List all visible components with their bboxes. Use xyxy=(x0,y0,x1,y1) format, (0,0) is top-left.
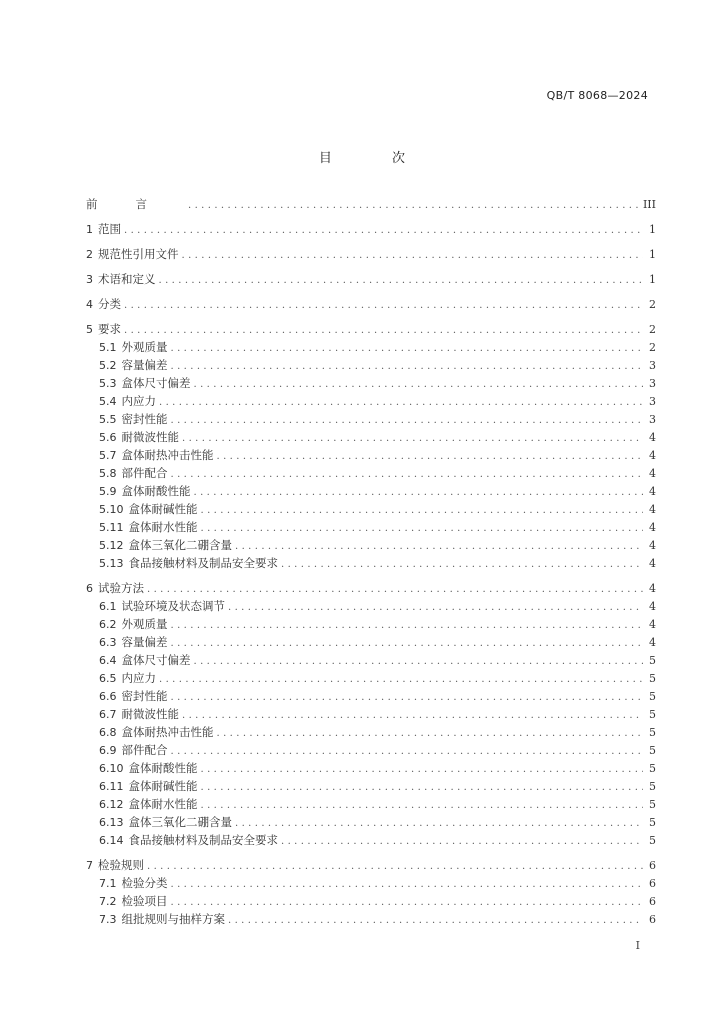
toc-entry[interactable] xyxy=(86,831,656,849)
toc-entry-number: 6.7 xyxy=(99,708,117,721)
toc-entry-label: 部件配合 xyxy=(121,743,168,757)
toc-entry-number: 5.11 xyxy=(99,521,124,534)
dot-leader xyxy=(235,538,643,556)
toc-entry-page: 5 xyxy=(649,726,656,739)
dot-leader xyxy=(281,556,643,574)
dot-leader xyxy=(171,466,644,484)
toc-entry-label: 要求 xyxy=(98,322,121,336)
toc-entry-label: 规范性引用文件 xyxy=(98,247,179,261)
toc-entry-label: 盒体尺寸偏差 xyxy=(121,376,191,390)
dot-leader xyxy=(182,430,643,448)
toc-entry-label: 盒体耐碱性能 xyxy=(128,502,198,516)
toc-entry-label: 盒体三氧化二硼含量 xyxy=(128,538,232,552)
toc-entry-label: 盒体三氧化二硼含量 xyxy=(128,815,232,829)
toc-entry-page: 3 xyxy=(649,413,656,426)
dot-leader xyxy=(194,484,644,502)
toc-entry-label: 耐微波性能 xyxy=(121,430,179,444)
toc-entry[interactable] xyxy=(86,597,656,615)
toc-entry-number: 2 xyxy=(86,248,93,261)
toc-entry-label: 容量偏差 xyxy=(121,635,168,649)
toc-entry[interactable] xyxy=(86,759,656,777)
toc-entry[interactable] xyxy=(86,741,656,759)
toc-title: 目 次 xyxy=(318,151,434,166)
toc-entry-page: 5 xyxy=(649,672,656,685)
dot-leader xyxy=(194,376,644,394)
toc-entry-page: 2 xyxy=(649,341,656,354)
toc-entry-number: 7.1 xyxy=(99,877,117,890)
toc-entry[interactable] xyxy=(86,813,656,831)
toc-entry[interactable] xyxy=(86,410,656,428)
toc-entry-number: 6.2 xyxy=(99,618,117,631)
toc-entry-page: 6 xyxy=(649,859,656,872)
toc-entry-number: 5.2 xyxy=(99,359,117,372)
toc-entry-number: 7.2 xyxy=(99,895,117,908)
toc-entry-number: 3 xyxy=(86,273,93,286)
toc-entry[interactable] xyxy=(86,705,656,723)
dot-leader xyxy=(171,617,644,635)
toc-entry[interactable] xyxy=(86,536,656,554)
dot-leader xyxy=(201,797,644,815)
toc-entry-number: 6.1 xyxy=(99,600,117,613)
toc-entry-number: 5.10 xyxy=(99,503,124,516)
toc-entry-number: 5 xyxy=(86,323,93,336)
toc-entry-number: 5.13 xyxy=(99,557,124,570)
toc-entry-page: 5 xyxy=(649,834,656,847)
dot-leader xyxy=(171,876,644,894)
toc-entry[interactable] xyxy=(86,874,656,892)
toc-entry-label: 盒体耐酸性能 xyxy=(121,484,191,498)
toc-entry-page: 1 xyxy=(649,248,656,261)
dot-leader xyxy=(182,247,644,265)
toc-entry-page: 1 xyxy=(649,273,656,286)
toc-entry-label: 盒体耐水性能 xyxy=(128,797,198,811)
toc-entry-number: 4 xyxy=(86,298,93,311)
toc-entry[interactable] xyxy=(86,374,656,392)
toc-entry-page: 4 xyxy=(649,539,656,552)
toc-entry[interactable] xyxy=(86,320,656,338)
toc-entry-label: 检验规则 xyxy=(98,858,144,872)
dot-leader xyxy=(201,520,644,538)
toc-entry-number: 5.7 xyxy=(99,449,117,462)
toc-entry-page: 2 xyxy=(649,323,656,336)
toc-entry[interactable] xyxy=(86,356,656,374)
toc-entry-label: 术语和定义 xyxy=(98,272,156,286)
toc-entry[interactable] xyxy=(86,428,656,446)
dot-leader xyxy=(201,761,644,779)
toc-entry[interactable] xyxy=(86,723,656,741)
toc-entry-number: 6.11 xyxy=(99,780,124,793)
dot-leader xyxy=(159,671,643,689)
toc-entry-number: 6.14 xyxy=(99,834,124,847)
toc-entry-label: 密封性能 xyxy=(121,412,168,426)
toc-entry-page: 5 xyxy=(649,708,656,721)
toc-entry-number: 6.3 xyxy=(99,636,117,649)
dot-leader xyxy=(124,322,643,340)
toc-entry-page: 5 xyxy=(649,780,656,793)
dot-leader xyxy=(171,743,644,761)
toc-entry-number: 6.5 xyxy=(99,672,117,685)
dot-leader xyxy=(171,635,644,653)
toc-entry-number: 5.1 xyxy=(99,341,117,354)
toc-entry[interactable] xyxy=(86,295,656,313)
dot-leader xyxy=(228,599,643,617)
toc-entry-page: 1 xyxy=(649,223,656,236)
toc-entry[interactable] xyxy=(86,615,656,633)
dot-leader xyxy=(182,707,643,725)
toc-entry[interactable] xyxy=(86,392,656,410)
toc-entry-number: 6.4 xyxy=(99,654,117,667)
toc-entry-label: 内应力 xyxy=(121,394,156,408)
toc-entry-page: 2 xyxy=(649,298,656,311)
toc-entry-number: 6.6 xyxy=(99,690,117,703)
toc-entry-label: 检验项目 xyxy=(121,894,168,908)
toc-entry[interactable] xyxy=(86,270,656,288)
page-number: I xyxy=(635,939,640,952)
dot-leader xyxy=(124,222,643,240)
toc-entry[interactable] xyxy=(86,220,656,238)
toc-entry-page: 5 xyxy=(649,798,656,811)
toc-entry-page: 5 xyxy=(649,654,656,667)
toc-entry[interactable] xyxy=(86,777,656,795)
toc-entry-label: 盒体耐碱性能 xyxy=(128,779,198,793)
toc-entry-number: 1 xyxy=(86,223,93,236)
toc-entry-page: III xyxy=(642,198,656,211)
toc-entry-number: 7.3 xyxy=(99,913,117,926)
toc-entry-label: 耐微波性能 xyxy=(121,707,179,721)
dot-leader xyxy=(171,894,644,912)
toc-entry-label: 分类 xyxy=(98,297,121,311)
dot-leader xyxy=(171,340,644,358)
dot-leader xyxy=(171,358,644,376)
toc-entry-number: 5.12 xyxy=(99,539,124,552)
toc-entry-number: 6.10 xyxy=(99,762,124,775)
toc-entry-label: 食品接触材料及制品安全要求 xyxy=(128,556,278,570)
toc-entry-number: 6.9 xyxy=(99,744,117,757)
dot-leader xyxy=(159,272,644,290)
dot-leader xyxy=(281,833,643,851)
toc-entry-label: 试验方法 xyxy=(98,581,144,595)
toc-entry-page: 4 xyxy=(649,600,656,613)
toc-entry-page: 4 xyxy=(649,521,656,534)
toc-entry[interactable] xyxy=(86,518,656,536)
toc-entry-number: 7 xyxy=(86,859,93,872)
toc-entry-page: 3 xyxy=(649,377,656,390)
toc-entry-page: 4 xyxy=(649,618,656,631)
toc-entry[interactable] xyxy=(86,464,656,482)
toc-entry-page: 5 xyxy=(649,762,656,775)
dot-leader xyxy=(194,653,644,671)
toc-entry-page: 6 xyxy=(649,913,656,926)
toc-entry[interactable] xyxy=(86,338,656,356)
toc-entry-page: 4 xyxy=(649,636,656,649)
toc-entry-number: 5.6 xyxy=(99,431,117,444)
toc-entry-page: 4 xyxy=(649,485,656,498)
dot-leader xyxy=(217,725,644,743)
toc-entry[interactable] xyxy=(86,446,656,464)
dot-leader xyxy=(188,197,640,215)
table-of-contents xyxy=(86,195,656,928)
toc-entry[interactable] xyxy=(86,195,656,213)
toc-entry-label: 盒体耐水性能 xyxy=(128,520,198,534)
dot-leader xyxy=(147,858,643,876)
dot-leader xyxy=(124,297,643,315)
dot-leader xyxy=(171,412,644,430)
standard-code: QB/T 8068—2024 xyxy=(546,89,648,102)
dot-leader xyxy=(171,689,644,707)
toc-entry[interactable] xyxy=(86,856,656,874)
dot-leader xyxy=(217,448,644,466)
toc-entry-page: 4 xyxy=(649,449,656,462)
toc-entry-label: 部件配合 xyxy=(121,466,168,480)
toc-entry-number: 6.12 xyxy=(99,798,124,811)
toc-entry[interactable] xyxy=(86,633,656,651)
toc-entry-page: 6 xyxy=(649,895,656,908)
toc-entry[interactable] xyxy=(86,795,656,813)
toc-entry-label: 盒体耐热冲击性能 xyxy=(121,725,214,739)
toc-entry-label: 外观质量 xyxy=(121,340,168,354)
toc-entry-page: 4 xyxy=(649,582,656,595)
toc-entry-number: 5.5 xyxy=(99,413,117,426)
toc-entry-label: 检验分类 xyxy=(121,876,168,890)
toc-entry-label: 范围 xyxy=(98,222,121,236)
toc-entry-page: 5 xyxy=(649,690,656,703)
toc-entry-label: 容量偏差 xyxy=(121,358,168,372)
dot-leader xyxy=(201,502,644,520)
toc-entry-page: 4 xyxy=(649,431,656,444)
toc-entry-label: 盒体耐热冲击性能 xyxy=(121,448,214,462)
dot-leader xyxy=(228,912,643,930)
toc-entry-page: 6 xyxy=(649,877,656,890)
toc-entry[interactable] xyxy=(86,687,656,705)
toc-entry-number: 6.13 xyxy=(99,816,124,829)
toc-entry-label: 前言 xyxy=(86,197,185,211)
toc-entry-page: 5 xyxy=(649,816,656,829)
toc-entry[interactable] xyxy=(86,651,656,669)
toc-entry[interactable] xyxy=(86,554,656,572)
dot-leader xyxy=(159,394,643,412)
toc-entry-page: 3 xyxy=(649,395,656,408)
toc-entry-page: 4 xyxy=(649,467,656,480)
toc-entry-page: 5 xyxy=(649,744,656,757)
toc-entry-number: 5.3 xyxy=(99,377,117,390)
toc-entry[interactable] xyxy=(86,910,656,928)
toc-entry-label: 组批规则与抽样方案 xyxy=(121,912,225,926)
toc-entry-label: 食品接触材料及制品安全要求 xyxy=(128,833,278,847)
toc-entry[interactable] xyxy=(86,579,656,597)
toc-entry-page: 4 xyxy=(649,503,656,516)
toc-entry-number: 6.8 xyxy=(99,726,117,739)
toc-entry[interactable] xyxy=(86,245,656,263)
toc-entry-label: 密封性能 xyxy=(121,689,168,703)
toc-entry[interactable] xyxy=(86,500,656,518)
toc-entry-label: 盒体尺寸偏差 xyxy=(121,653,191,667)
toc-entry-number: 5.8 xyxy=(99,467,117,480)
toc-entry-label: 外观质量 xyxy=(121,617,168,631)
dot-leader xyxy=(235,815,643,833)
toc-entry[interactable] xyxy=(86,669,656,687)
toc-entry[interactable] xyxy=(86,892,656,910)
toc-entry-page: 4 xyxy=(649,557,656,570)
toc-entry-number: 5.9 xyxy=(99,485,117,498)
toc-entry-label: 盒体耐酸性能 xyxy=(128,761,198,775)
toc-entry[interactable] xyxy=(86,482,656,500)
dot-leader xyxy=(201,779,644,797)
toc-entry-number: 6 xyxy=(86,582,93,595)
toc-entry-label: 内应力 xyxy=(121,671,156,685)
toc-entry-page: 3 xyxy=(649,359,656,372)
toc-entry-number: 5.4 xyxy=(99,395,117,408)
toc-entry-label: 试验环境及状态调节 xyxy=(121,599,225,613)
